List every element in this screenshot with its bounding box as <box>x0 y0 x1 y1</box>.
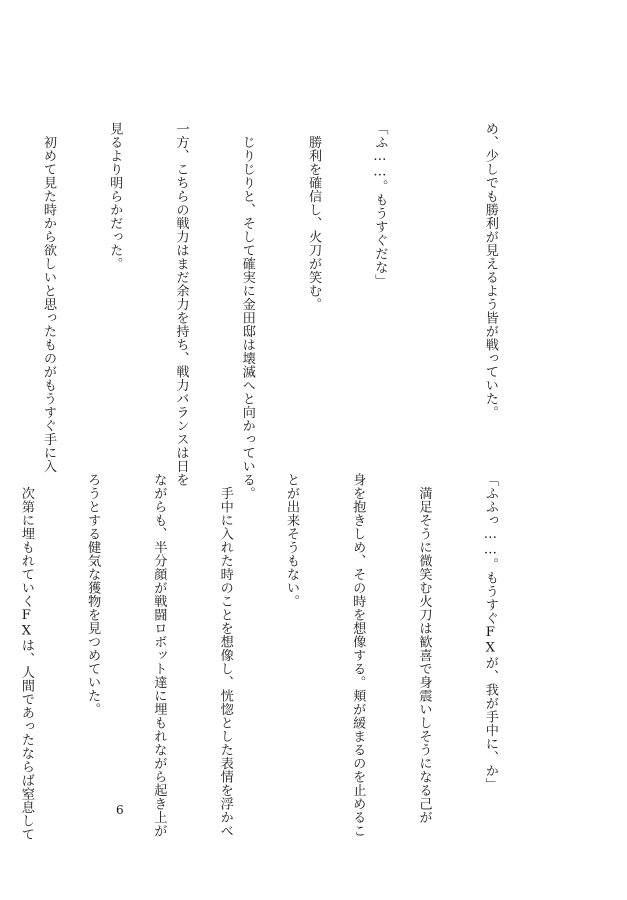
text-block-lower <box>0 473 545 842</box>
text-line: じりじりと、そして確実に金田邸は壊滅へと向かっている。 <box>239 122 255 500</box>
text-line: 次第に埋もれていくFXは、人間であったならば窒息して <box>18 473 34 842</box>
text-line: とが出来そうもない。 <box>283 473 299 608</box>
text-line: 一方、こちらの戦力はまだ余力を持ち、戦力バランスは日を <box>173 122 189 487</box>
text-line: ながらも、半分顔が戦闘ロボット達に埋もれながら起き上が <box>151 473 167 838</box>
text-line: 満足そうに微笑む火刀は歓喜で身震いしそうになる己が <box>416 473 432 824</box>
page-number: 6 <box>116 803 124 817</box>
text-line: 「ふ……。もうすぐだな」 <box>372 122 388 288</box>
text-line: 手中に入れた時のことを想像し、恍惚とした表情を浮かべ <box>217 473 233 838</box>
text-line: 初めて見た時から欲しいと思ったものがもうすぐ手に入 <box>40 122 56 473</box>
text-line: 「ふふっ……。もうすぐFXが、我が手中に、か」 <box>482 473 498 791</box>
text-line: 勝利を確信し、火刀が笑む。 <box>306 122 322 311</box>
text-line: め、少しでも勝利が見えるよう皆が戦っていた。 <box>482 122 498 419</box>
text-line: 見るより明らかだった。 <box>107 122 123 271</box>
text-line: ろうとする健気な獲物を見つめていた。 <box>85 473 101 716</box>
text-line: 身を抱きしめ、その時を想像する。頬が緩まるのを止めるこ <box>350 473 366 838</box>
text-block-upper <box>0 122 545 500</box>
